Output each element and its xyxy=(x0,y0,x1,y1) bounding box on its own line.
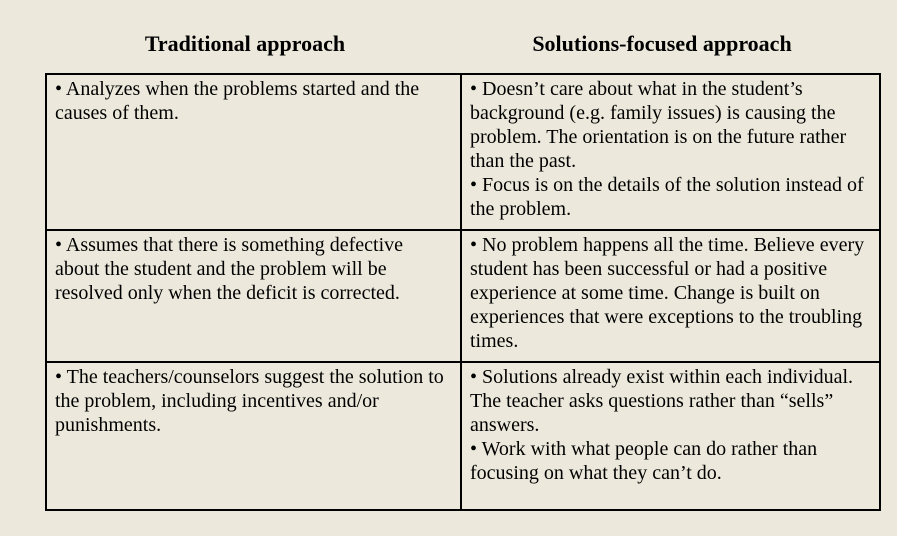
bullet-item: • No problem happens all the time. Believe every student has been successful or had a positive experience at some time. Change is built on experiences that were exceptions to the troubling times. xyxy=(470,234,865,352)
cell-traditional-row1 xyxy=(46,74,461,230)
bullet-item: • Analyzes when the problems started and the causes of them. xyxy=(55,78,420,124)
bullet-item: • Solutions already exist within each individual. The teacher asks questions rather than “sells” answers. xyxy=(470,366,854,436)
cell-traditional-row2 xyxy=(46,230,461,362)
bullet-item: • Doesn’t care about what in the student’s background (e.g. family issues) is causing the problem. The orientation is on the future rather than the past. xyxy=(470,78,847,172)
cell-traditional-row3 xyxy=(46,362,461,510)
cell-solutions-row2 xyxy=(461,230,880,362)
header-traditional-approach: Traditional approach xyxy=(144,31,346,56)
header-solutions-focused-approach: Solutions-focused approach xyxy=(532,31,792,56)
table-row xyxy=(46,74,880,230)
cell-solutions-row3 xyxy=(461,362,880,510)
cell-solutions-row1 xyxy=(461,74,880,230)
bullet-item: • The teachers/counselors suggest the solution to the problem, including incentives and/or punishments. xyxy=(55,366,444,436)
bullet-item: • Assumes that there is something defective about the student and the problem will be resolved only when the deficit is corrected. xyxy=(55,234,404,304)
bullet-item: • Focus is on the details of the solution instead of the problem. xyxy=(470,174,864,220)
bullet-item: • Work with what people can do rather than focusing on what they can’t do. xyxy=(470,438,818,484)
table-row xyxy=(46,362,880,510)
comparison-table xyxy=(45,73,881,511)
column-headers xyxy=(45,30,879,58)
table-row xyxy=(46,230,880,362)
